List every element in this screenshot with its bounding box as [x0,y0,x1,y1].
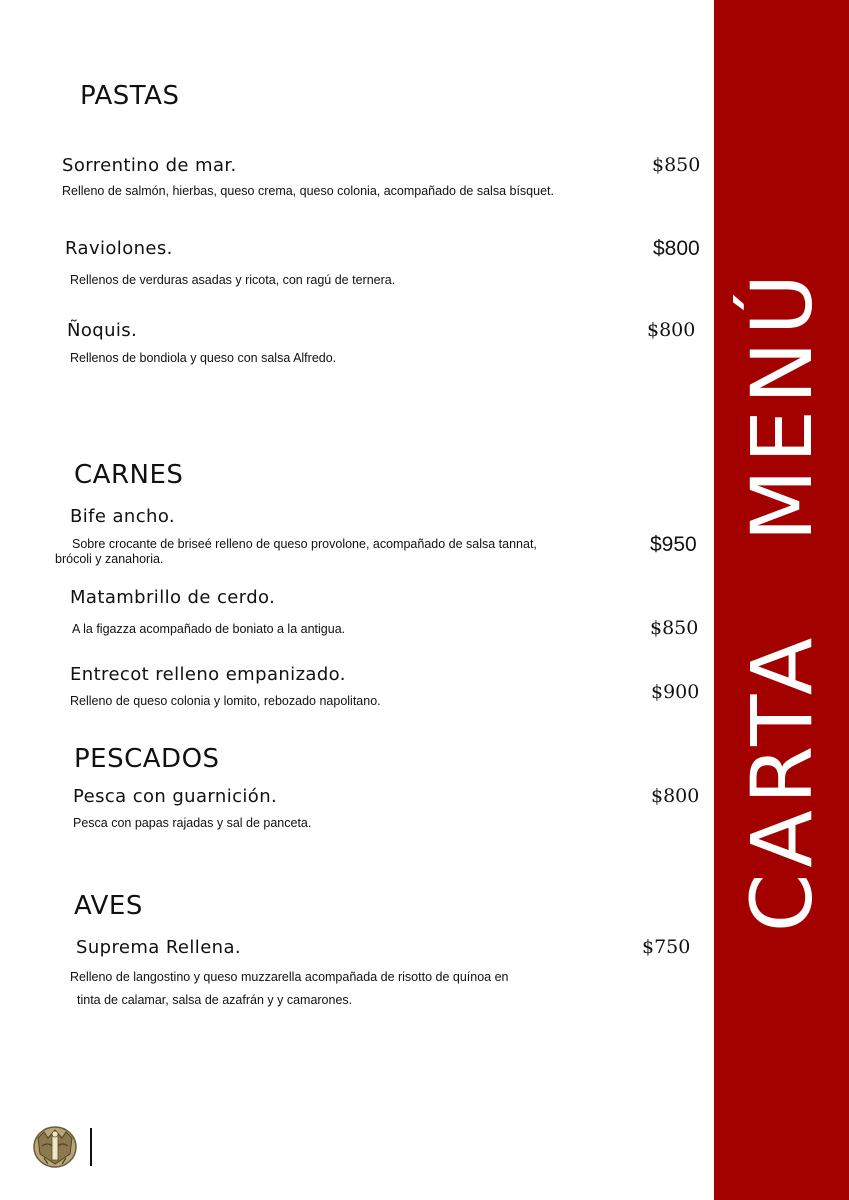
item-price-entrecot: $900 [651,681,700,703]
section-title-carnes: CARNES [74,460,184,490]
item-name-pesca: Pesca con guarnición. [73,786,278,807]
item-desc-bife-ancho-line1: Sobre crocante de briseé relleno de queso provolone, acompañado de salsa tannat, [72,537,537,551]
item-price-pesca: $800 [651,785,700,807]
item-name-noquis: Ñoquis. [67,320,138,341]
side-banner-word-carta: CARTA [732,631,831,933]
item-desc-suprema-line2: tinta de calamar, salsa de azafrán y y camarones. [77,993,353,1007]
footer-divider [90,1128,92,1166]
item-name-sorrentino: Sorrentino de mar. [62,155,237,176]
item-desc-noquis: Rellenos de bondiola y queso con salsa Alfredo. [70,351,337,365]
item-price-matambrillo: $850 [650,617,699,639]
item-name-matambrillo: Matambrillo de cerdo. [70,587,276,608]
item-price-suprema: $750 [642,936,691,958]
item-price-noquis: $800 [647,319,696,341]
item-name-bife-ancho: Bife ancho. [70,506,176,527]
item-desc-bife-ancho-line2: brócoli y zanahoria. [55,552,164,566]
item-desc-pesca: Pesca con papas rajadas y sal de panceta. [73,816,312,830]
item-price-raviolones: $800 [653,237,700,260]
section-title-pastas: PASTAS [80,81,180,111]
section-title-aves: AVES [74,891,143,921]
item-price-bife-ancho: $950 [650,533,697,556]
section-title-pescados: PESCADOS [74,744,220,774]
side-banner-title [732,267,831,933]
item-desc-matambrillo: A la figazza acompañado de boniato a la antigua. [72,622,346,636]
item-desc-entrecot: Relleno de queso colonia y lomito, rebozado napolitano. [70,694,381,708]
item-name-entrecot: Entrecot relleno empanizado. [70,664,346,685]
item-desc-sorrentino: Relleno de salmón, hierbas, queso crema, queso colonia, acompañado de salsa bísquet. [62,184,554,198]
crest-logo-icon [30,1124,80,1170]
side-banner-word-menu: MENÚ [732,267,831,542]
item-desc-suprema-line1: Relleno de langostino y queso muzzarella acompañada de risotto de quínoa en [70,970,509,984]
item-price-sorrentino: $850 [652,154,701,176]
side-banner [714,0,849,1200]
item-name-raviolones: Raviolones. [65,238,173,259]
item-name-suprema: Suprema Rellena. [76,937,242,958]
item-desc-raviolones: Rellenos de verduras asadas y ricota, con ragú de ternera. [70,273,396,287]
